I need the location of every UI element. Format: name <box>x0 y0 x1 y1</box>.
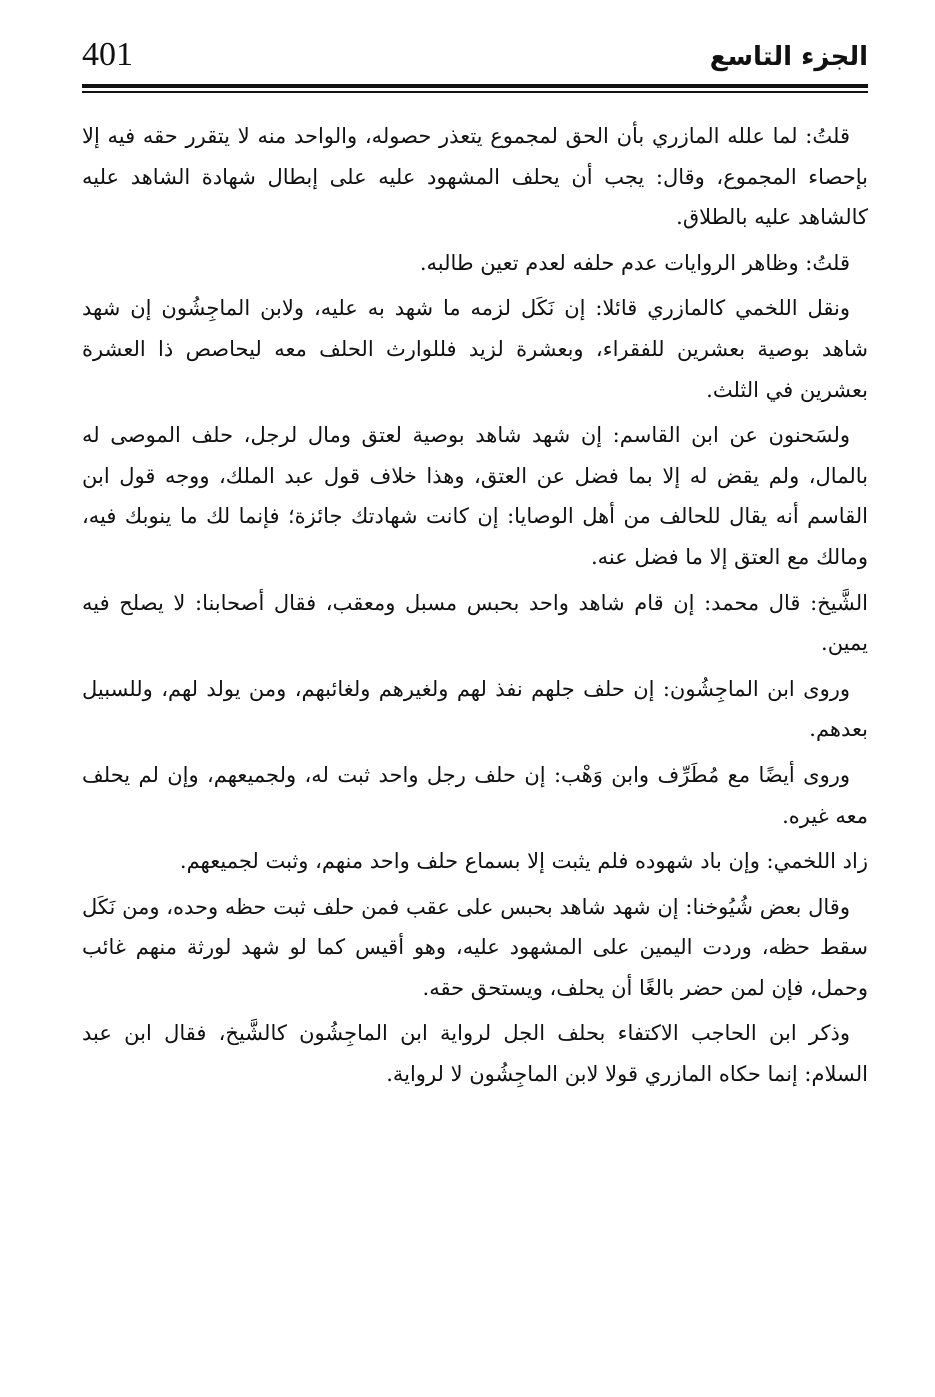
page-number: 401 <box>82 36 133 73</box>
header-rule-thick <box>82 84 868 88</box>
paragraph: وروى أيضًا مع مُطَرِّف وابن وَهْب: إن حلف رجل واحد ثبت له، ولجميعهم، وإن لم يحلف معه غيره. <box>82 762 868 828</box>
paragraph: وروى ابن الماجِشُون: إن حلف جلهم نفذ لهم ولغيرهم ولغائبهم، ومن يولد لهم، وللسبيل بعدهم. <box>82 676 868 742</box>
page-body <box>82 116 868 1100</box>
header-rule-thin <box>82 91 868 93</box>
paragraph: وقال بعض شُيُوخنا: إن شهد شاهد بحبس على عقب فمن حلف ثبت حظه وحده، ومن نَكَل سقط حظه، وردت اليمين على المشهود عليه، وهو أقيس كما لو شهد لورثة منهم غائب وحمل، فإن لمن حضر بالغًا أن يحلف، ويستحق حقه. <box>82 894 868 1000</box>
book-page <box>82 28 868 1087</box>
paragraph: وذكر ابن الحاجب الاكتفاء بحلف الجل لرواية ابن الماجِشُون كالشَّيخ، فقال ابن عبد السلام: إنما حكاه المازري قولا لابن الماجِشُون لا لرواية. <box>82 1021 868 1087</box>
paragraph: ولسَحنون عن ابن القاسم: إن شهد شاهد بوصية لعتق ومال لرجل، حلف الموصى له بالمال، ولم يقض له إلا بما فضل عن العتق، وهذا خلاف قول عبد الملك، ووجه قول ابن القاسم أنه يقال للحالف من أهل الوصايا: إن كانت شهادتك جائزة؛ فإنما لك ما ينوبك فيه، ومالك مع العتق إلا ما فضل عنه. <box>82 423 868 569</box>
paragraph: قلتُ: لما علله المازري بأن الحق لمجموع يتعذر حصوله، والواحد منه لا يتقرر حقه فيه إلا بإحصاء المجموع، وقال: يجب أن يحلف المشهود عليه على إبطال شهادة الشاهد عليه كالشاهد عليه بالطلاق. <box>82 124 868 230</box>
paragraph: الشَّيخ: قال محمد: إن قام شاهد واحد بحبس مسبل ومعقب، فقال أصحابنا: لا يصلح فيه يمين. <box>82 590 868 656</box>
paragraph: ونقل اللخمي كالمازري قائلا: إن نَكَل لزمه ما شهد به عليه، ولابن الماجِشُون إن شهد شاهد بوصية بعشرين للفقراء، وبعشرة لزيد فللوارث الحلف معه ليحاصص ذا العشرة بعشرين في الثلث. <box>82 296 868 402</box>
paragraph: قلتُ: وظاهر الروايات عدم حلفه لعدم تعين طالبه. <box>419 250 850 275</box>
page-header <box>82 28 868 88</box>
running-title: الجزء التاسع <box>709 42 868 72</box>
paragraph: زاد اللخمي: وإن باد شهوده فلم يثبت إلا بسماع حلف واحد منهم، وثبت لجميعهم. <box>179 849 868 874</box>
